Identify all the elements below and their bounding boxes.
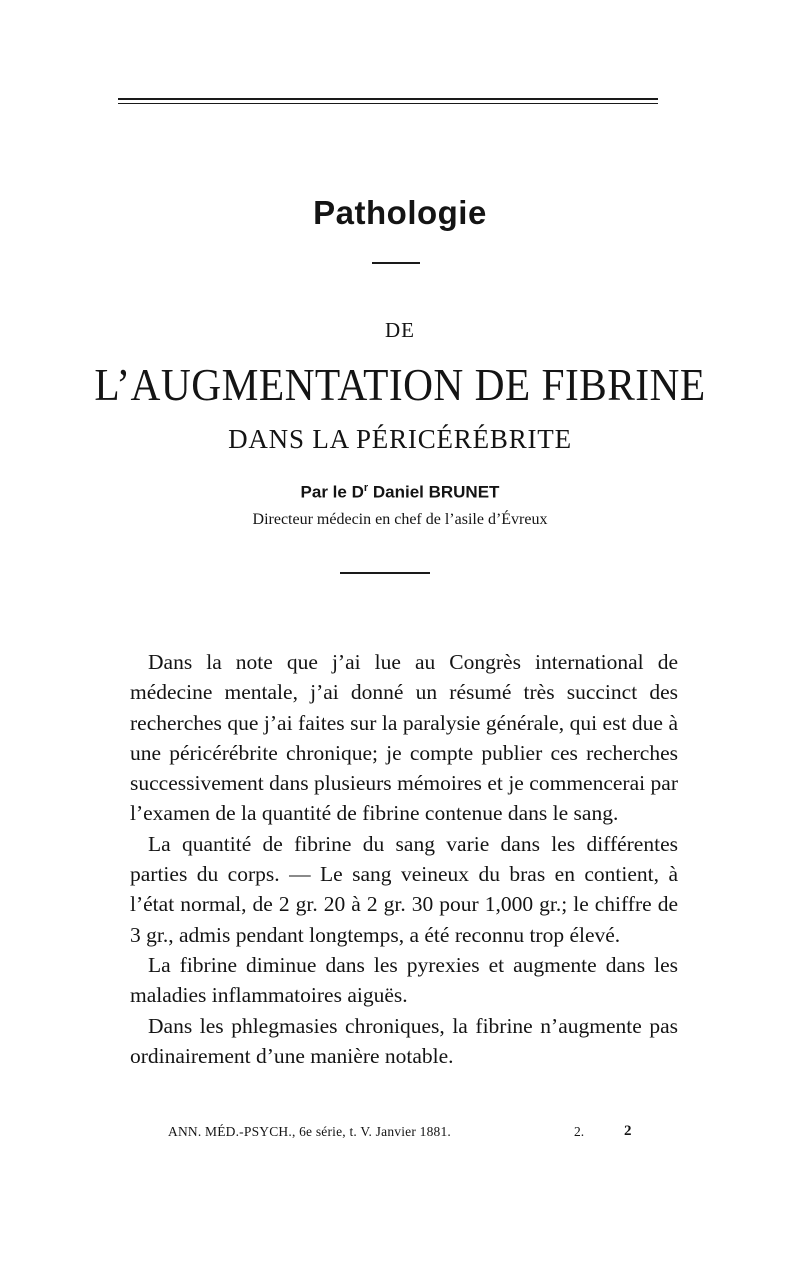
body-paragraph: Dans les phlegmasies chroniques, la fibrine n’augmente pas ordinairement d’une manière notable. [130, 1013, 678, 1068]
body-paragraph: La quantité de fibrine du sang varie dans les différentes parties du corps. — Le sang veineux du bras en contient, à l’état normal, de 2 gr. 20 à 2 gr. 30 pour 1,000 gr.; le chiffre de 3 gr., admis pendant longtemps, a été reconnu trop élevé. [130, 831, 678, 947]
author-byline [0, 482, 800, 503]
page-footer [168, 1124, 648, 1142]
header-rule-thin [118, 103, 658, 104]
byline-prefix: Par le D [300, 482, 364, 502]
signature-mark: 2. [574, 1124, 585, 1139]
header-rule-thick [118, 98, 658, 100]
byline-superscript: r [363, 482, 369, 494]
author-name: Daniel BRUNET [368, 482, 500, 502]
title-preposition: DE [385, 318, 415, 342]
body-paragraph: Dans la note que j’ai lue au Congrès international de médecine mentale, j’ai donné un résumé très succinct des recherches que j’ai faites sur la paralysie générale, qui est due à une péricérébrite chronique; je compte publier ces recherches successivement dans plusieurs mémoires et je commencerai par l’examen de la quantité de fibrine contenue dans le sang. [130, 650, 678, 826]
byline-divider [340, 572, 430, 574]
article-body [130, 647, 678, 1071]
article-subtitle: DANS LA PÉRICÉRÉBRITE [228, 424, 572, 454]
body-paragraph: La fibrine diminue dans les pyrexies et augmente dans les maladies inflammatoires aiguës. [130, 952, 678, 1008]
article-title: L’AUGMENTATION DE FIBRINE [94, 359, 706, 410]
header-double-rule [118, 98, 658, 106]
section-divider [372, 262, 420, 264]
page-number: 2 [624, 1123, 632, 1139]
author-affiliation: Directeur médecin en chef de l’asile d’Évreux [252, 511, 548, 528]
section-heading: Pathologie [313, 194, 487, 231]
journal-citation: ANN. MÉD.-PSYCH., 6e série, t. V. Janvier 1881. [168, 1124, 452, 1139]
